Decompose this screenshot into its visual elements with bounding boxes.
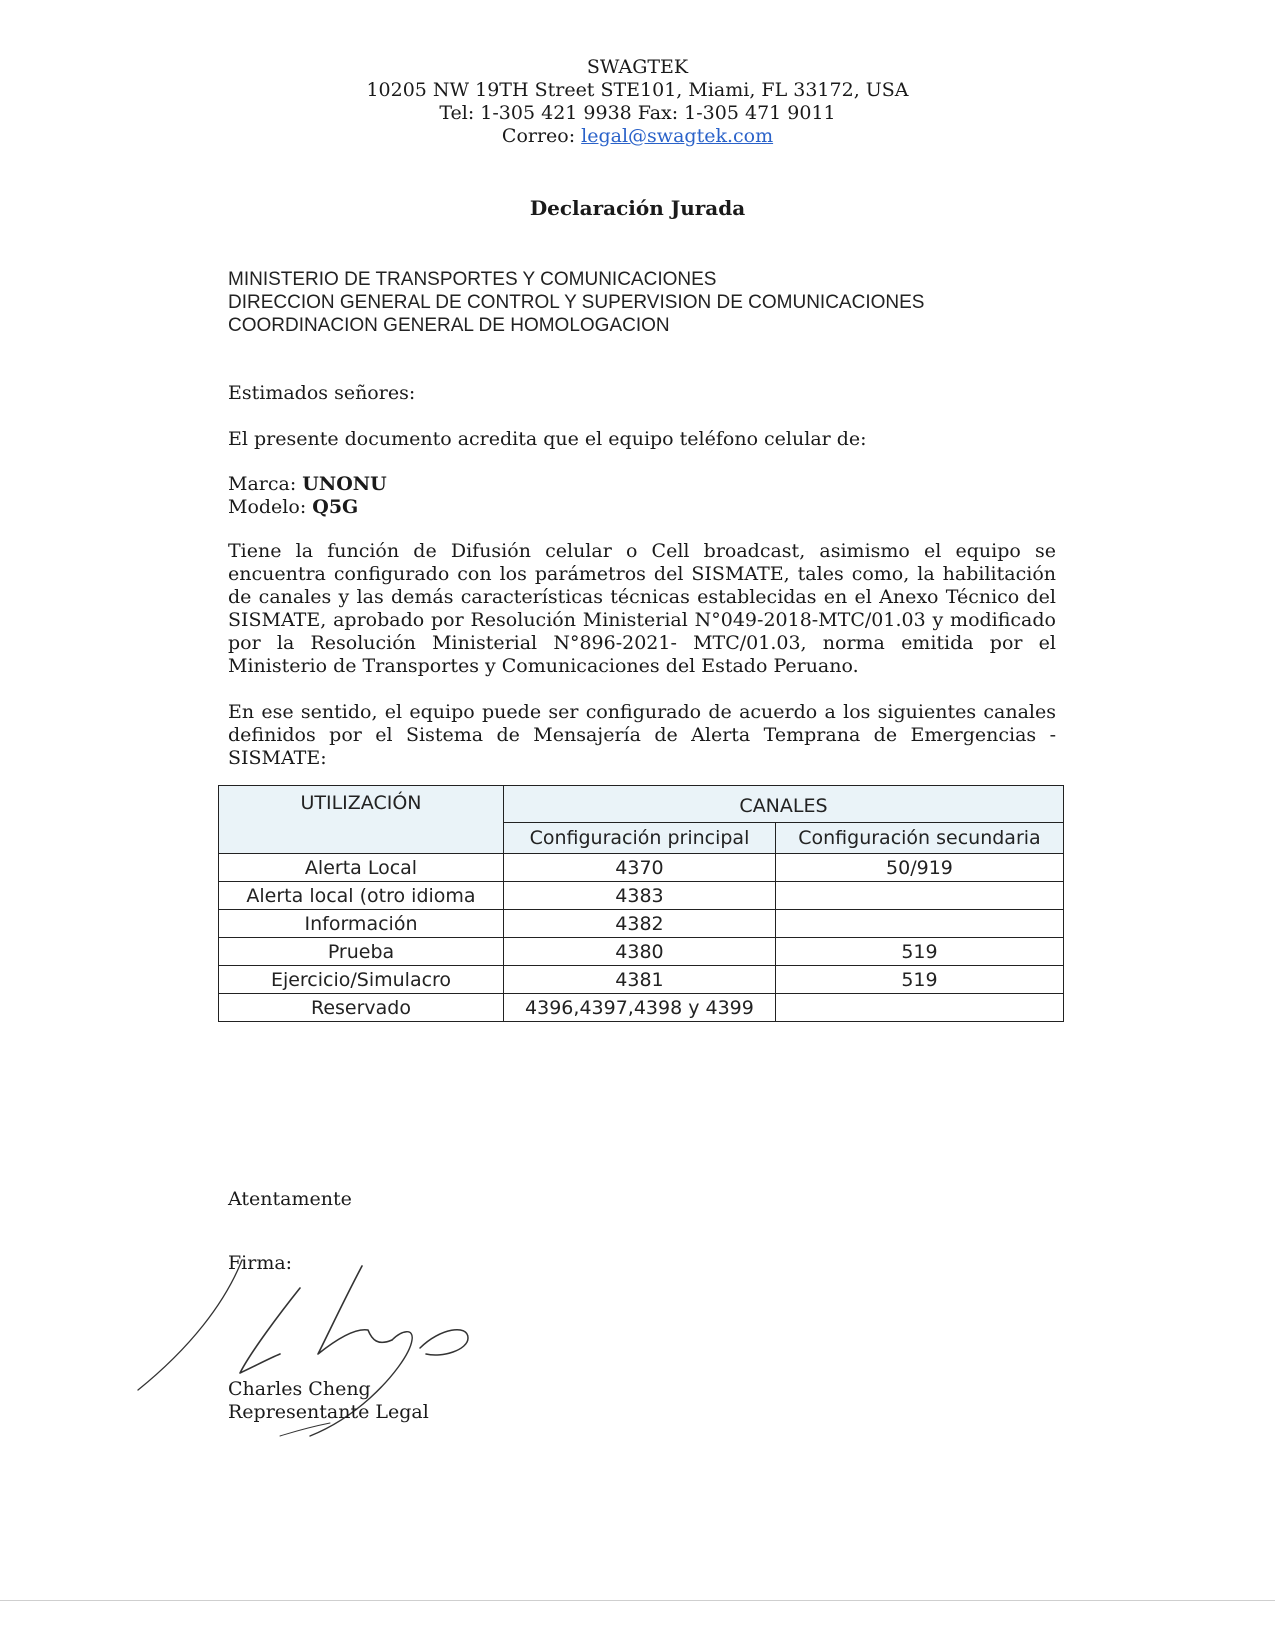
model-value: Q5G (312, 496, 359, 518)
cell-use: Alerta local (otro idioma (219, 882, 504, 910)
body-paragraph-channels: En ese sentido, el equipo puede ser configurado de acuerdo a los siguientes canales definidos por el Sistema de Mensajería de Alerta Temprana de Emergencias -SISMATE: (228, 701, 1056, 769)
cell-use: Ejercicio/Simulacro (219, 966, 504, 994)
table-row (219, 910, 1064, 938)
cell-principal: 4396,4397,4398 y 4399 (504, 994, 776, 1022)
company-address: 10205 NW 19TH Street STE101, Miami, FL 33172, USA (366, 79, 909, 101)
email-link[interactable]: legal@swagtek.com (581, 125, 774, 147)
company-email-line (0, 125, 1275, 148)
channels-table (218, 785, 1064, 1022)
document-title: Declaración Jurada (529, 196, 746, 220)
device-brand (228, 473, 387, 495)
brand-value: UNONU (302, 473, 387, 495)
greeting: Estimados señores: (228, 382, 416, 404)
cell-use: Alerta Local (219, 854, 504, 882)
cell-principal: 4383 (504, 882, 776, 910)
header-utilizacion: UTILIZACIÓN (219, 786, 504, 854)
table-row (219, 938, 1064, 966)
closing: Atentamente (228, 1188, 352, 1210)
cell-secundaria (775, 882, 1063, 910)
email-label: Correo: (501, 125, 582, 147)
table-row (219, 882, 1064, 910)
addressee-line: COORDINACION GENERAL DE HOMOLOGACION (228, 315, 670, 336)
addressee-block (228, 268, 924, 337)
intro-sentence: El presente documento acredita que el equipo teléfono celular de: (228, 428, 867, 450)
company-phone-fax: Tel: 1-305 421 9938 Fax: 1-305 471 9011 (439, 102, 836, 124)
table-row (219, 994, 1064, 1022)
addressee-line: MINISTERIO DE TRANSPORTES Y COMUNICACIONES (228, 269, 717, 290)
signer-name: Charles Cheng (228, 1378, 371, 1400)
model-label: Modelo: (228, 496, 313, 518)
table-row (219, 966, 1064, 994)
signature-label: Firma: (228, 1252, 293, 1274)
table-row (219, 854, 1064, 882)
cell-use: Reservado (219, 994, 504, 1022)
brand-label: Marca: (228, 473, 303, 495)
header-config-principal: Configuración principal (504, 823, 776, 854)
cell-secundaria: 50/919 (775, 854, 1063, 882)
cell-secundaria: 519 (775, 966, 1063, 994)
cell-principal: 4381 (504, 966, 776, 994)
header-canales: CANALES (504, 786, 1064, 823)
cell-principal: 4380 (504, 938, 776, 966)
cell-use: Información (219, 910, 504, 938)
cell-secundaria (775, 910, 1063, 938)
page-bottom-rule (0, 1600, 1275, 1601)
addressee-line: DIRECCION GENERAL DE CONTROL Y SUPERVISION DE COMUNICACIONES (228, 292, 925, 313)
device-model (228, 496, 358, 518)
company-name: SWAGTEK (586, 56, 689, 78)
signer-role: Representante Legal (228, 1401, 429, 1423)
cell-secundaria: 519 (775, 938, 1063, 966)
cell-principal: 4382 (504, 910, 776, 938)
cell-principal: 4370 (504, 854, 776, 882)
header-config-secundaria: Configuración secundaria (775, 823, 1063, 854)
letterhead (0, 56, 1275, 148)
cell-secundaria (775, 994, 1063, 1022)
body-paragraph-cell-broadcast: Tiene la función de Difusión celular o Cell broadcast, asimismo el equipo se encuentra configurado con los parámetros del SISMATE, tales como, la habilitación de canales y las demás características técnicas establecidas en el Anexo Técnico del SISMATE, aprobado por Resolución Ministerial N°049-2018-MTC/01.03 y modificado por la Resolución Ministerial N°896-2021- MTC/01.03, norma emitida por el Ministerio de Transportes y Comunicaciones del Estado Peruano. (228, 540, 1056, 677)
cell-use: Prueba (219, 938, 504, 966)
